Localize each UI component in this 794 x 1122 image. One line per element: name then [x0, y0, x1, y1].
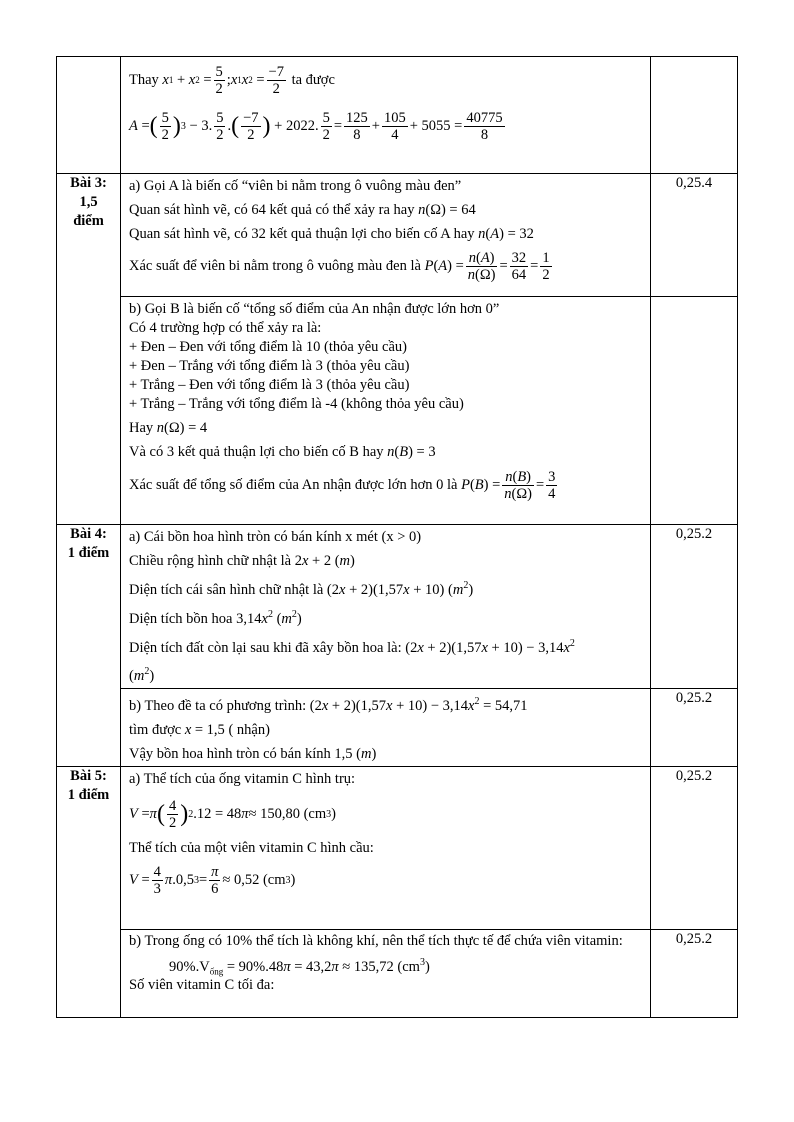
text-line: Vậy bồn hoa hình tròn có bán kính 1,5	[129, 746, 353, 763]
section-label-bai3: Bài 3: 1,5 điểm	[57, 174, 121, 525]
score-cell	[651, 57, 738, 174]
section-label-bai5: Bài 5: 1 điểm	[57, 767, 121, 1018]
score-cell: 0,25.2	[651, 930, 738, 1018]
table-row	[57, 297, 738, 525]
score-cell: 0,25.2	[651, 525, 738, 689]
text-line: a) Thể tích của ống vitamin C hình trụ:	[129, 771, 356, 788]
text-line: Và có 3 kết quả thuận lợi cho biến cố B hay	[129, 444, 384, 460]
score-cell: 0,25.2	[651, 689, 738, 767]
text-line: Số viên vitamin C tối đa:	[129, 977, 275, 994]
text-line: b) Trong ống có 10% thể tích là không khí, nên thể tích thực tế để chứa viên vitamin:	[129, 933, 623, 950]
text-line: Thay	[129, 71, 159, 88]
text-line: ta được	[291, 71, 335, 88]
fraction: $\frac{-7}{2}$	[268, 63, 284, 97]
equation: A = ( $\frac{5}{2}$ ) 3 − 3. $\frac{5}{2}$ . ( $\frac{-7}{2}$ ) + 2022. $\frac{5}{2}$ = $\frac{125}{8}$ + $\frac{105}{4}$ + 5055 = $\frac{40775}{8}$	[129, 109, 503, 143]
text-line: b) Gọi B là biến cố “tổng số điểm của An nhận được lớn hơn 0”	[129, 301, 500, 317]
table-row	[57, 525, 738, 689]
table-row	[57, 930, 738, 1018]
result-fraction: $\frac{40775}{8}$	[466, 109, 503, 143]
label-cell	[57, 57, 121, 174]
table-row	[57, 174, 738, 297]
equation: V = $\frac{4}{3}$ π .0,5 3 = $\frac{\pi}{6}$ ≈ 0,52 (cm 3 )	[129, 863, 296, 897]
table-row	[57, 57, 738, 174]
text-line: + Trắng – Trắng với tổng điểm là -4 (không thỏa yêu cầu)	[129, 396, 464, 412]
text-line: b) Theo đề ta có phương trình:	[129, 698, 307, 715]
equation: V = π ( $\frac{4}{2}$ ) 2 .12 = 48 π ≈ 150,80 (cm 3 )	[129, 797, 336, 831]
text-line: tìm được	[129, 722, 182, 739]
content-cell: a) Gọi A là biến cố “viên bi nằm trong ô vuông màu đen” Quan sát hình vẽ, có 64 kết quả có thể xảy ra hay n(Ω) = 64 Quan sát hình vẽ, có 32 kết quả thuận lợi cho biến cố A hay n(A) = 32 Xác suất để viên bi nằm trong ô vuông màu đen là P ( A ) = $\frac{n(A)}{n(\Omega)}$ = $\frac{32}{64}$ = $\frac{1}{2}$	[121, 174, 651, 297]
text-line: Hay	[129, 420, 154, 436]
text-line: Diện tích đất còn lại sau khi đã xây bồn hoa là:	[129, 639, 402, 656]
text-line: Thể tích của một viên vitamin C hình cầu:	[129, 840, 374, 857]
text-line: Quan sát hình vẽ, có 32 kết quả thuận lợi cho biến cố A hay	[129, 226, 475, 242]
text-line: Xác suất để viên bi nằm trong ô vuông màu đen là	[129, 257, 421, 274]
content-cell: b) Trong ống có 10% thể tích là không khí, nên thể tích thực tế để chứa viên vitamin: $90\%.V_{ống} = 90\%.48\pi = 43,2\pi \approx 135,72$ $(cm^3)$ Số viên vitamin C tối đa:	[121, 930, 651, 1018]
content-cell	[121, 767, 651, 930]
text-line: + Trắng – Đen với tổng điểm là 3 (thỏa yêu cầu)	[129, 377, 410, 393]
answer-table	[56, 56, 738, 1018]
content-cell: Thay x 1 + x 2 = $\frac{5}{2}$ ; x 1 x 2 = $\frac{-7}{2}$ ta được A = ( $\frac{5}{2}$ ) 3 − 3. $\frac{5}{2}$ . ( $\frac{-7}{2}$ ) + 2022. $\frac{5}{2}$ = $\frac{125}{8}$ + $\frac{105}{4}$ + 5055 = $\frac{40775}{8}$	[121, 57, 651, 174]
text-line: ( nhận)	[228, 722, 270, 739]
score-cell	[651, 297, 738, 525]
content-cell: b) Theo đề ta có phương trình: $(2x + 2)(1,57x + 10) - 3,14x^2 = 54,71$ tìm được x = 1,5 ( nhận) Vậy bồn hoa hình tròn có bán kính 1,5 (m)	[121, 689, 651, 767]
text-line: Có 4 trường hợp có thể xảy ra là:	[129, 320, 322, 336]
score-cell: 0,25.2	[651, 767, 738, 930]
text-line: Diện tích bồn hoa	[129, 610, 233, 627]
text-line: a) Cái bồn hoa hình tròn có bán kính x mét (x > 0)	[129, 529, 422, 545]
table-row	[57, 689, 738, 767]
content-cell: b) Gọi B là biến cố “tổng số điểm của An nhận được lớn hơn 0” Có 4 trường hợp có thể xảy ra là: + Đen – Đen với tổng điểm là 10 (thỏa yêu cầu) + Đen – Trắng với tổng điểm là 3 (thỏa yêu cầu) + Trắng – Đen với tổng điểm là 3 (thỏa yêu cầu) + Trắng – Trắng với tổng điểm là -4 (không thỏa yêu cầu) Hay n(Ω) = 4 Và có 3 kết quả thuận lợi cho biến cố B hay n(B) = 3 Xác suất để tổng số điểm của An nhận được lớn hơn 0 là P ( B ) = $\frac{n(B)}{n(\Omega)}$ = $\frac{3}{4}$	[121, 297, 651, 525]
text-line: Chiều rộng hình chữ nhật là	[129, 553, 292, 569]
text-line: + Đen – Trắng với tổng điểm là 3 (thỏa yêu cầu)	[129, 358, 410, 374]
text-line: Diện tích cái sân hình chữ nhật là	[129, 581, 324, 598]
text-line: Quan sát hình vẽ, có 64 kết quả có thể xảy ra hay	[129, 202, 415, 218]
text-line: a) Gọi A là biến cố “viên bi nằm trong ô vuông màu đen”	[129, 178, 462, 194]
section-label-bai4: Bài 4: 1 điểm	[57, 525, 121, 767]
fraction: $\frac{5}{2}$	[215, 63, 223, 97]
text-line: Xác suất để tổng số điểm của An nhận được lớn hơn 0 là	[129, 476, 458, 493]
content-cell: a) Cái bồn hoa hình tròn có bán kính x mét (x > 0) Chiều rộng hình chữ nhật là 2x + 2 (m) Diện tích cái sân hình chữ nhật là (2x + 2)(1,57x + 10) $(m^2)$ Diện tích bồn hoa $3,14x^2$ $(m^2)$ Diện tích đất còn lại sau khi đã xây bồn hoa là: $(2x + 2)(1,57x + 10) - 3,14x^2$ $(m^2)$	[121, 525, 651, 689]
table-row	[57, 767, 738, 930]
text-line: + Đen – Đen với tổng điểm là 10 (thỏa yêu cầu)	[129, 339, 407, 355]
score-cell: 0,25.4	[651, 174, 738, 297]
